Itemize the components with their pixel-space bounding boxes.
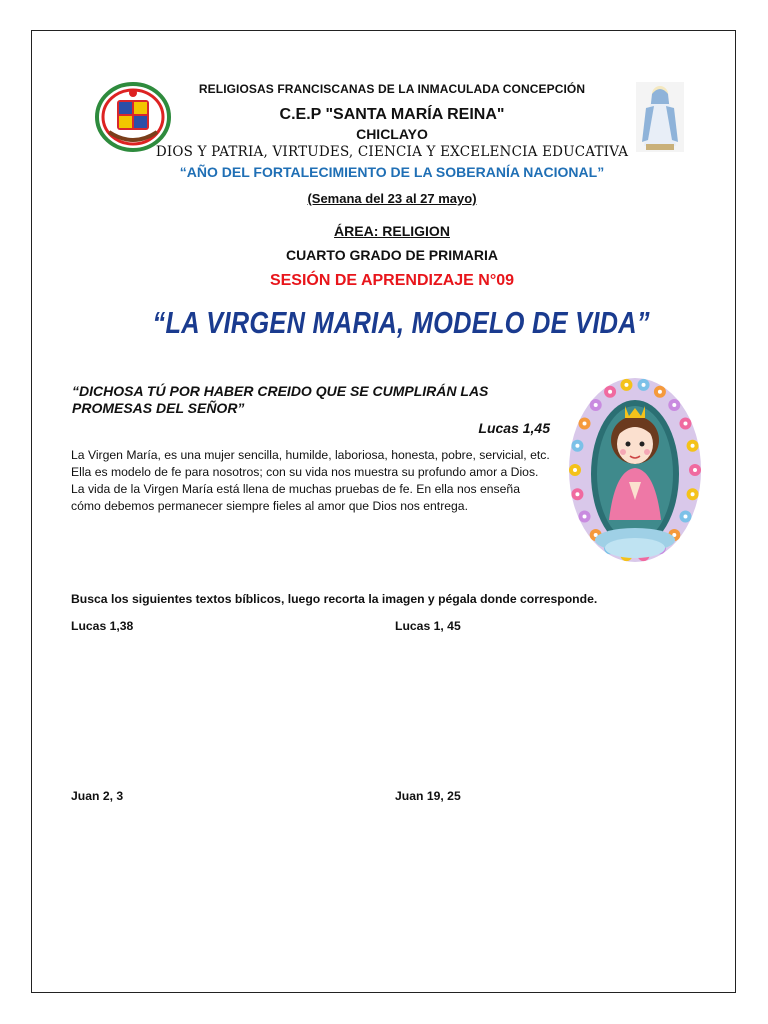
lesson-body — [71, 447, 551, 515]
grade-level: CUARTO GRADO DE PRIMARIA — [285, 247, 499, 263]
flower-center — [594, 403, 598, 407]
session-title: “LA VIRGEN MARIA, MODELO DE VIDA” — [152, 305, 650, 340]
school-name: C.E.P "SANTA MARÍA REINA" — [279, 106, 505, 123]
flower-center — [683, 422, 687, 426]
bible-quote: “DICHOSA TÚ POR HABER CREIDO QUE SE CUMPLIRÁN LAS PROMESAS DEL SEÑOR” — [72, 383, 489, 416]
flower-center — [575, 492, 579, 496]
city-name: CHICLAYO — [356, 126, 428, 142]
bible-quote-reference: Lucas 1,45 — [478, 420, 550, 436]
flower-center — [575, 444, 579, 448]
week-range: (Semana del 23 al 27 mayo) — [307, 191, 477, 206]
flower-center — [672, 403, 676, 407]
year-name: “AÑO DEL FORTALECIMIENTO DE LA SOBERANÍA NACIONAL” — [179, 164, 605, 180]
body-paragraph-2: Ella es modelo de fe para nosotros; con su vida nos muestra su profundo amor a Dios. — [71, 465, 539, 479]
flower-center — [642, 383, 646, 387]
session-number: SESIÓN DE APRENDIZAJE N°09 — [269, 272, 515, 289]
virgin-mary-cartoon-icon — [559, 370, 711, 582]
flower-center — [608, 390, 612, 394]
activity-instruction: Busca los siguientes textos bíblicos, luego recorta la imagen y pégala donde corresponde. — [71, 592, 598, 606]
flower-center — [691, 492, 695, 496]
flower-center — [683, 514, 687, 518]
reference-juan-2-3: Juan 2, 3 — [71, 789, 124, 803]
flower-center — [583, 514, 587, 518]
subject-area — [150, 223, 634, 239]
flower-center — [624, 383, 628, 387]
reference-lucas-1-45: Lucas 1, 45 — [395, 619, 461, 633]
flower-center — [658, 390, 662, 394]
flower-center — [691, 444, 695, 448]
flower-center — [693, 468, 697, 472]
congregation-name: RELIGIOSAS FRANCISCANAS DE LA INMACULADA CONCEPCIÓN — [198, 82, 586, 96]
virgin-mary-statue-icon — [636, 82, 684, 152]
flower-center — [573, 468, 577, 472]
flower-center — [583, 422, 587, 426]
reference-juan-19-25: Juan 19, 25 — [395, 789, 461, 803]
reference-lucas-1-38: Lucas 1,38 — [71, 619, 134, 633]
school-motto: DIOS Y PATRIA, VIRTUDES, CIENCIA Y EXCELENCIA EDUCATIVA — [155, 144, 629, 160]
subject-area-text: ÁREA: RELIGION — [334, 223, 450, 239]
body-paragraph-1: La Virgen María, es una mujer sencilla, humilde, laboriosa, honesta, pobre, servicial, etc. — [71, 448, 550, 462]
body-paragraph-3: La vida de la Virgen María está llena de muchas pruebas de fe. En ella nos enseña cómo debemos permanecer siempre fieles al amor que Dios nos entrega. — [71, 482, 520, 513]
